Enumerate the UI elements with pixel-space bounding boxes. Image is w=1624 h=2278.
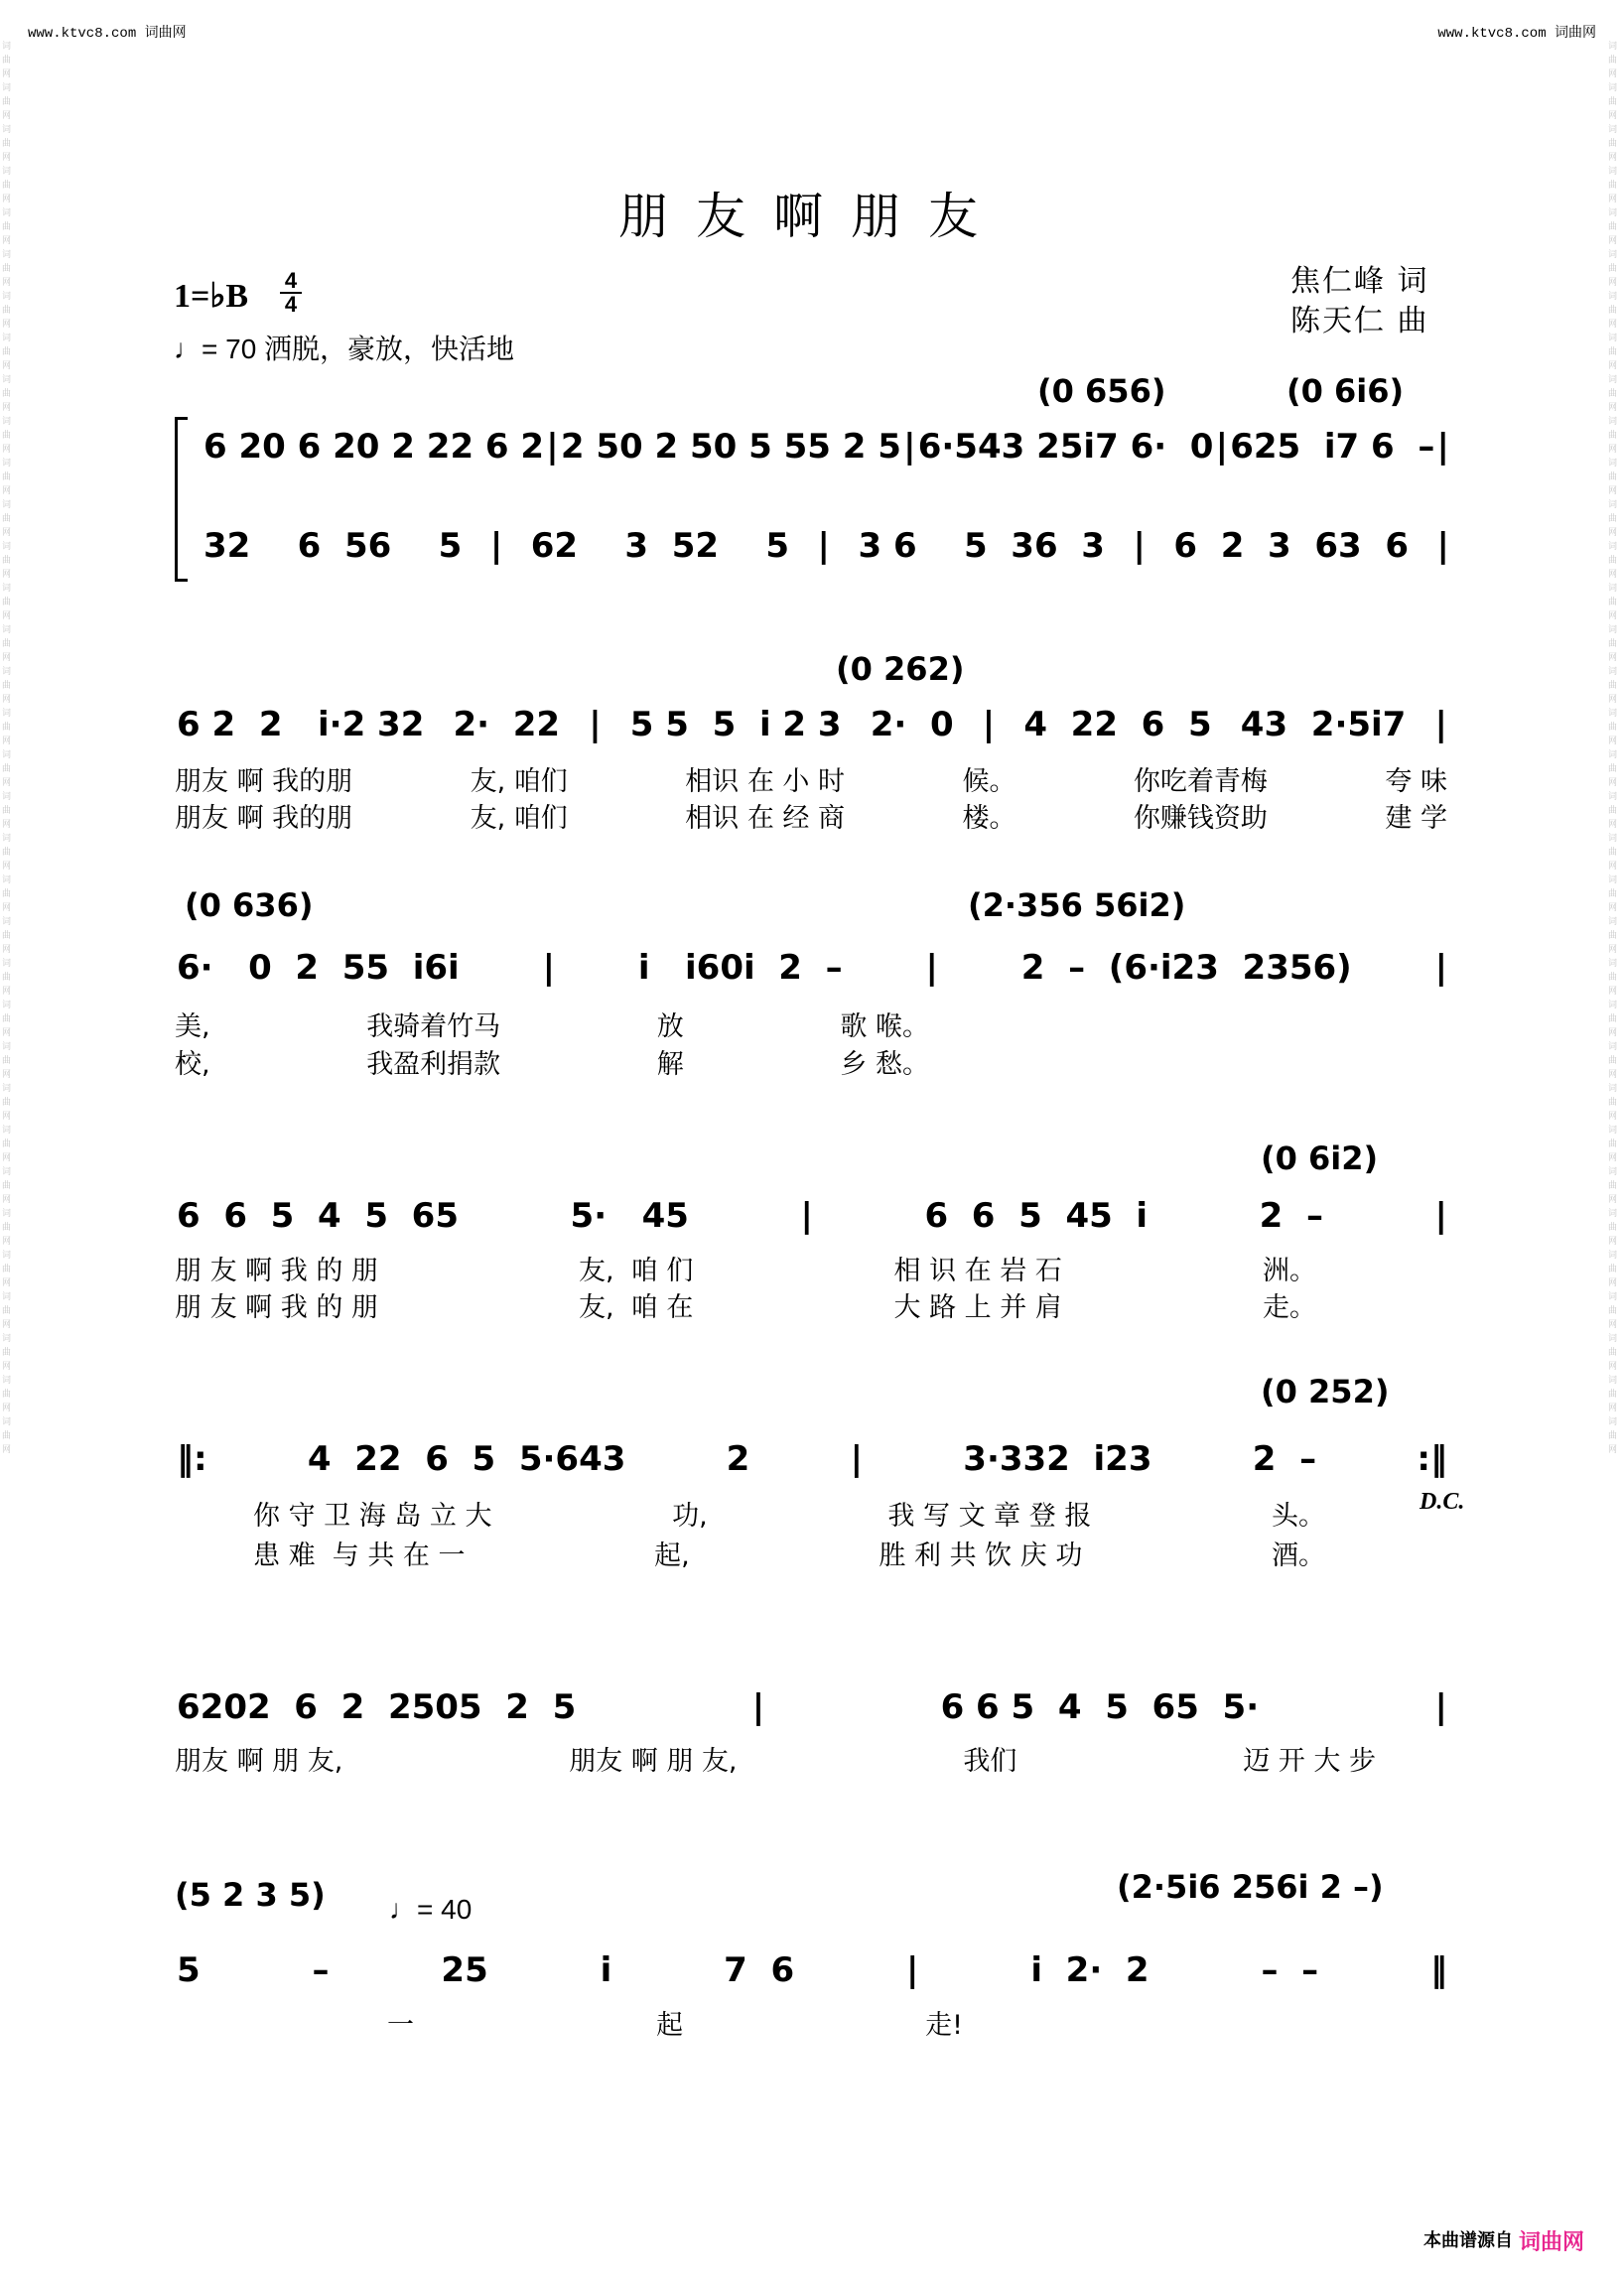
melody-segment: –: [312, 1950, 330, 1990]
side-watermark-right: 词曲网词曲网词曲网词曲网词曲网词曲网词曲网词曲网词曲网词曲网词曲网词曲网词曲网词曲网词曲网词曲网词曲网词曲网词曲网词曲网词曲网词曲网词曲网词曲网词曲网词曲网词曲网词曲网词曲网词曲网词曲网词曲网词曲网词曲网: [1608, 42, 1618, 1455]
lyric-segment: 解: [656, 1049, 684, 1080]
accompaniment-paren-6: (0 6i2): [1261, 1139, 1379, 1177]
melody-line-7: [177, 1950, 1447, 1990]
melody-segment: 3·332 i23: [963, 1439, 1152, 1479]
lyric-segment: 建 学: [1385, 803, 1447, 834]
melody-segment: i i60i 2 –: [637, 948, 843, 988]
composer-credit: 陈天仁 曲: [1290, 304, 1429, 338]
time-sig-bottom: 4: [284, 292, 298, 317]
lyric-segment: 功,: [672, 1501, 708, 1532]
lyric-line-5a: [253, 1494, 1325, 1533]
lyric-segment: 你 守 卫 海 岛 立 大: [253, 1501, 492, 1532]
lyric-segment: 我们: [963, 1746, 1017, 1777]
melody-segment: |: [800, 1196, 813, 1236]
lyric-segment: 校,: [175, 1049, 210, 1080]
bass-segment: 62 3 52 5: [530, 526, 790, 566]
melody-segment: 6202 6 2 2505 2 5: [177, 1687, 577, 1727]
time-signature: [280, 270, 302, 316]
lyric-segment: 大 路 上 并 肩: [893, 1292, 1062, 1323]
lyric-segment: 胜 利 共 饮 庆 功: [879, 1541, 1083, 1571]
melody-segment: |: [906, 1950, 919, 1990]
lyric-segment: 相识 在 小 时: [685, 766, 845, 797]
melody-segment: 25: [441, 1950, 488, 1990]
melody-segment: 6 2 2 i·2 32: [177, 705, 425, 744]
bass-segment: |: [1436, 526, 1449, 566]
lyric-segment: 楼。: [962, 803, 1016, 834]
lyric-line-3a: [175, 1005, 929, 1043]
melody-segment: 2 –: [1259, 1196, 1323, 1236]
time-sig-top: 4: [284, 268, 298, 293]
melody-line-3: [177, 948, 1447, 988]
melody-line-2: [177, 705, 1447, 744]
lyric-line-7: [387, 2003, 963, 2042]
melody-segment: 5 5 5 i 2 3: [629, 705, 842, 744]
bass-line-1: [203, 526, 1449, 566]
bass-segment: |: [817, 526, 830, 566]
melody-segment: 5: [177, 1950, 201, 1990]
site-watermark-right: www.ktvc8.com 词曲网: [1437, 26, 1596, 42]
dc-marking: D.C.: [1420, 1489, 1465, 1515]
lyric-segment: 朋友 啊 我的朋: [175, 766, 353, 797]
lyric-segment: 友, 咱 在: [579, 1292, 694, 1323]
lyric-line-5b: [253, 1534, 1325, 1572]
lyric-line-4b: [175, 1285, 1316, 1324]
lyric-segment: 友, 咱 们: [579, 1256, 694, 1286]
melody-segment: 6 20 6 20 2 22 6 2: [203, 427, 545, 467]
melody-segment: |: [542, 948, 555, 988]
lyric-segment: 患 难 与 共 在 一: [253, 1541, 466, 1571]
lyric-segment: 一: [387, 2010, 414, 2041]
lyric-segment: 放: [656, 1011, 684, 1042]
melody-segment: 5· 45: [570, 1196, 689, 1236]
melody-segment: |: [903, 427, 916, 467]
melody-segment: 6·543 25i7 6· 0: [917, 427, 1214, 467]
lyric-line-6: [175, 1739, 1376, 1778]
lyric-segment: 走!: [925, 2010, 963, 2041]
melody-segment: |: [1436, 427, 1449, 467]
footer-source-text: 本曲谱源自: [1423, 2230, 1513, 2251]
lyric-segment: 朋 友 啊 我 的 朋: [175, 1292, 378, 1323]
lyric-segment: 相识 在 经 商: [685, 803, 845, 834]
melody-segment: |: [925, 948, 938, 988]
lyric-segment: 走。: [1262, 1292, 1316, 1323]
melody-segment: 7 6: [724, 1950, 795, 1990]
accompaniment-paren-2: (0 6i6): [1286, 372, 1405, 410]
lyric-segment: 乡 愁。: [840, 1049, 929, 1080]
lyric-segment: 起: [656, 2010, 684, 2041]
footer-logo: 词曲网: [1518, 2230, 1584, 2255]
melody-segment: ‖: [1430, 1950, 1447, 1990]
lyric-segment: 友, 咱们: [470, 766, 568, 797]
accompaniment-paren-1: (0 656): [1037, 372, 1166, 410]
lyric-segment: 你吃着青梅: [1133, 766, 1268, 797]
lyric-segment: 我盈利捐款: [366, 1049, 501, 1080]
song-title: 朋友啊朋友: [618, 188, 1006, 245]
side-watermark-left: 词曲网词曲网词曲网词曲网词曲网词曲网词曲网词曲网词曲网词曲网词曲网词曲网词曲网词曲网词曲网词曲网词曲网词曲网词曲网词曲网词曲网词曲网词曲网词曲网词曲网词曲网词曲网词曲网词曲网词曲网词曲网词曲网词曲网词曲网: [2, 42, 12, 1455]
accompaniment-paren-4: (0 636): [185, 886, 314, 924]
system-brace: [175, 417, 188, 582]
melody-segment: :‖: [1417, 1439, 1447, 1479]
melody-segment: 2 – (6·i23 2356): [1020, 948, 1352, 988]
bass-segment: 3 6 5 36 3: [858, 526, 1105, 566]
lyric-segment: 洲。: [1262, 1256, 1316, 1286]
melody-segment: i 2· 2: [1030, 1950, 1150, 1990]
melody-segment: 2: [726, 1439, 750, 1479]
lyric-segment: 迈 开 大 步: [1243, 1746, 1376, 1777]
melody-segment: 2· 22: [453, 705, 561, 744]
key-signature: 1=♭B: [174, 278, 249, 315]
lyric-segment: 美,: [175, 1011, 210, 1042]
melody-segment: |: [1215, 427, 1229, 467]
melody-segment: |: [546, 427, 559, 467]
melody-segment: |: [1434, 1687, 1447, 1727]
melody-segment: 6 6 5 4 5 65 5·: [940, 1687, 1260, 1727]
accompaniment-paren-3: (0 262): [836, 650, 965, 688]
site-watermark-left: www.ktvc8.com 词曲网: [28, 26, 187, 42]
melody-segment: |: [982, 705, 996, 744]
bass-segment: |: [489, 526, 503, 566]
melody-segment: 6 6 5 4 5 65: [177, 1196, 459, 1236]
lyric-segment: 酒。: [1271, 1541, 1325, 1571]
accompaniment-paren-5: (2·356 56i2): [968, 886, 1186, 924]
accompaniment-paren-8: (5 2 3 5): [175, 1876, 326, 1914]
lyric-segment: 友, 咱们: [470, 803, 568, 834]
melody-line-5: [177, 1439, 1447, 1479]
lyric-segment: 起,: [654, 1541, 690, 1571]
lyric-segment: 我 写 文 章 登 报: [887, 1501, 1092, 1532]
melody-segment: 2 –: [1252, 1439, 1317, 1479]
melody-segment: 43 2·5i7: [1240, 705, 1407, 744]
melody-segment: 4 22 6 5 5·643: [307, 1439, 626, 1479]
lyric-segment: 歌 喉。: [840, 1011, 929, 1042]
melody-segment: |: [589, 705, 602, 744]
melody-line-1: [203, 427, 1449, 467]
lyric-segment: 夸 味: [1385, 766, 1447, 797]
lyric-segment: 朋 友 啊 我 的 朋: [175, 1256, 378, 1286]
melody-line-6: [177, 1687, 1447, 1727]
lyric-segment: 我骑着竹马: [366, 1011, 501, 1042]
tempo-marking-2: ♩= 40: [389, 1894, 473, 1925]
lyric-line-3b: [175, 1042, 929, 1081]
bass-segment: |: [1133, 526, 1146, 566]
lyric-segment: 相 识 在 岩 石: [893, 1256, 1062, 1286]
melody-segment: 625 i7 6 –: [1230, 427, 1435, 467]
accompaniment-paren-9: (2·5i6 256i 2 –): [1117, 1868, 1384, 1906]
bass-segment: 32 6 56 5: [203, 526, 463, 566]
lyric-line-2b: [175, 796, 1447, 835]
melody-segment: 2· 0: [870, 705, 954, 744]
lyric-segment: 朋友 啊 朋 友,: [175, 1746, 343, 1777]
melody-segment: i: [600, 1950, 612, 1990]
melody-segment: |: [1434, 948, 1447, 988]
melody-line-4: [177, 1196, 1447, 1236]
melody-segment: |: [751, 1687, 765, 1727]
melody-segment: |: [850, 1439, 864, 1479]
lyric-segment: 你赚钱资助: [1133, 803, 1268, 834]
lyric-segment: 朋友 啊 朋 友,: [569, 1746, 738, 1777]
tempo-marking: ♩= 70 洒脱，豪放，快活地: [174, 334, 515, 364]
lyric-line-2a: [175, 759, 1447, 798]
bass-segment: 6 2 3 63 6: [1173, 526, 1410, 566]
lyric-segment: 头。: [1271, 1501, 1325, 1532]
melody-segment: 4 22 6 5: [1023, 705, 1212, 744]
melody-segment: ‖:: [177, 1439, 207, 1479]
lyricist-credit: 焦仁峰 词: [1290, 264, 1429, 299]
lyric-segment: 候。: [962, 766, 1016, 797]
accompaniment-paren-7: (0 252): [1261, 1373, 1390, 1410]
melody-segment: 6 6 5 45 i: [924, 1196, 1149, 1236]
melody-segment: 2 50 2 50 5 55 2 5: [560, 427, 901, 467]
melody-segment: |: [1434, 705, 1447, 744]
melody-segment: |: [1434, 1196, 1447, 1236]
melody-segment: 6· 0 2 55 i6i: [177, 948, 460, 988]
lyric-segment: 朋友 啊 我的朋: [175, 803, 353, 834]
lyric-line-4a: [175, 1249, 1316, 1287]
melody-segment: – –: [1261, 1950, 1319, 1990]
